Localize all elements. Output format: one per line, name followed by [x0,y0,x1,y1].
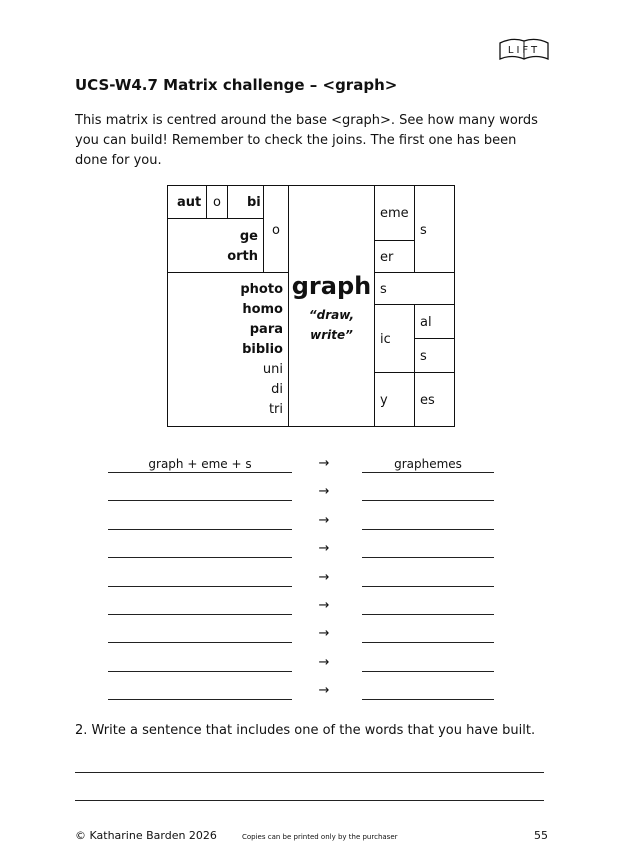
built-word-line[interactable] [362,671,494,672]
suffix-cell [374,372,415,427]
arrow-icon: → [318,626,330,641]
meaning-line: write” [310,328,353,342]
prefix-text: o [213,195,221,210]
suffix-cell [374,240,415,273]
prefix-cell [206,185,228,219]
arrow-icon: → [318,456,330,471]
logo-text: LIFT [507,45,541,56]
built-word-line[interactable] [362,586,494,587]
word-sum-line[interactable] [108,642,292,643]
sentence-writing-line[interactable] [75,800,544,801]
prefix-text: ge [239,229,258,244]
prefix-cell [227,185,264,219]
suffix-text: ic [380,332,391,347]
suffix-cell [374,185,415,241]
connector-text: o [272,223,280,238]
sentence-writing-line[interactable] [75,772,544,773]
prefix-text: biblio [242,342,283,357]
example-word-line [362,472,494,473]
intro-paragraph [75,111,555,171]
prefix-text: di [271,382,283,397]
base-meaning [289,305,374,345]
prefix-text: para [249,322,283,337]
arrow-icon: → [318,655,330,670]
question-2: 2. Write a sentence that includes one of the words that you have built. [75,723,536,738]
suffix-text: er [380,250,394,265]
intro-line: done for you. [75,153,162,168]
prefix-text: uni [262,362,283,377]
page-title: UCS-W4.7 Matrix challenge – <graph> [75,76,398,94]
prefix-cell [167,218,264,273]
suffix-cell [414,185,455,273]
suffix-text: s [420,223,427,238]
example-sum-line [108,472,292,473]
suffix-cell [414,304,455,339]
word-sum-line[interactable] [108,586,292,587]
suffix-cell [414,338,455,373]
arrow-icon: → [318,541,330,556]
word-sum-line[interactable] [108,529,292,530]
suffix-cell [414,372,455,427]
arrow-icon: → [318,570,330,585]
built-word-line[interactable] [362,500,494,501]
suffix-cell [374,304,415,373]
built-word-line[interactable] [362,614,494,615]
suffix-text: eme [380,206,409,221]
suffix-text: s [420,349,427,364]
arrow-icon: → [318,484,330,499]
arrow-icon: → [318,683,330,698]
prefix-text: tri [268,402,283,417]
example-word-sum: graph + eme + s [148,457,252,471]
arrow-icon: → [318,598,330,613]
intro-line: you can build! Remember to check the joins. The first one has been [75,133,517,148]
prefix-cell [167,272,289,427]
built-word-line[interactable] [362,642,494,643]
word-sum-line[interactable] [108,614,292,615]
meaning-line: “draw, [308,308,355,322]
word-matrix [167,185,455,427]
prefix-text: homo [242,302,283,317]
suffix-text: y [380,393,388,408]
prefix-text: orth [227,249,258,264]
prefix-text: photo [240,282,283,297]
prefix-text: aut [177,195,202,210]
prefix-cell [167,185,207,219]
footer-copyright: © Katharine Barden 2026 [75,829,217,842]
lift-logo [496,35,552,65]
word-sum-line[interactable] [108,557,292,558]
base-word: graph [291,272,372,300]
suffix-text: es [420,393,435,408]
built-word-line[interactable] [362,529,494,530]
suffix-text: al [420,315,432,330]
example-built-word: graphemes [394,457,462,471]
footer-note: Copies can be printed only by the purchaser [242,833,398,841]
built-word-line[interactable] [362,699,494,700]
base-cell [288,185,375,427]
word-sum-line[interactable] [108,671,292,672]
arrow-icon: → [318,513,330,528]
prefix-text: bi [247,195,261,210]
suffix-text: s [380,282,387,297]
intro-line: This matrix is centred around the base <graph>. See how many words [75,113,538,128]
connector-cell [263,185,289,273]
built-word-line[interactable] [362,557,494,558]
suffix-cell [374,272,455,305]
page-number: 55 [534,829,548,842]
word-sum-line[interactable] [108,500,292,501]
word-sum-line[interactable] [108,699,292,700]
